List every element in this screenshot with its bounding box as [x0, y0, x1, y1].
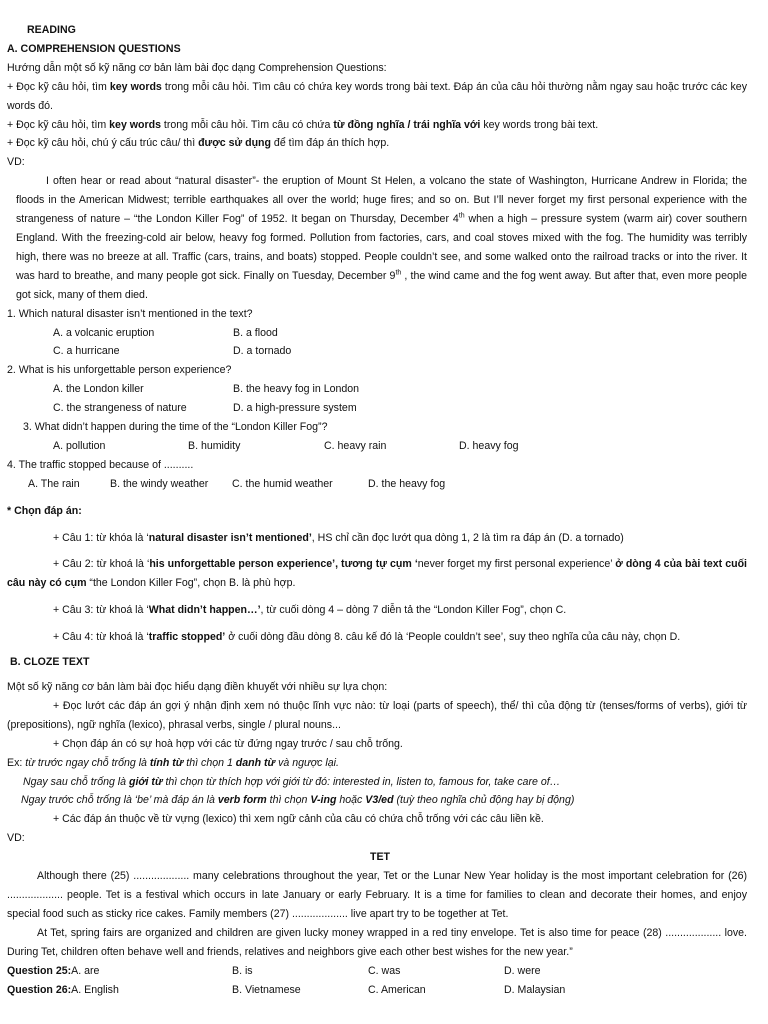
question-2: 2. What is his unforgettable person experience?: [7, 364, 232, 377]
option: C. the humid weather: [232, 477, 333, 490]
question-4: 4. The traffic stopped because of ..........: [7, 458, 194, 471]
reading-heading: READING: [27, 24, 76, 36]
option: B. humidity: [188, 439, 241, 452]
tip-2: + Đọc kỹ câu hỏi, tìm key words trong mỗi câu hỏi. Tìm câu có chứa từ đồng nghĩa / trái nghĩa với key words trong bài text.: [7, 118, 599, 131]
vd-label-b: VD:: [7, 832, 25, 845]
cloze-tip-1: + Đọc lướt các đáp án gợi ý nhận định xem nó thuộc lĩnh vực nào: từ loại (parts of speech), thể/ thì của động từ (tenses/forms of verbs), giới từ (prepositions), ngữ nghĩa (lexico), phrasal verbs, single / plural nouns...: [7, 699, 747, 731]
section-a-title: A. COMPREHENSION QUESTIONS: [7, 42, 181, 55]
option: B. the heavy fog in London: [233, 383, 360, 396]
question-3: 3. What didn’t happen during the time of the “London Killer Fog”?: [23, 421, 328, 434]
option: D. the heavy fog: [368, 477, 446, 490]
tet-paragraph-1: Although there (25) ................... many celebrations throughout the year, Tet or the Lunar New Year holiday is the most important celebration for (26) ................... people. Tet is a festival which occurs in late January or early February. It is a time for families to clean and decorate their homes, and enjoy special food such as sticky rice cakes. Family members (27) ................... live apart try to be together at Tet.: [7, 870, 747, 920]
option: C. the strangeness of nature: [53, 402, 187, 415]
option: D. were: [504, 964, 541, 977]
cloze-tip-3: + Các đáp án thuộc về từ vựng (lexico) thì xem ngữ cảnh của câu có chứa chỗ trống với các câu liền kề.: [53, 813, 544, 826]
question-1: 1. Which natural disaster isn’t mentioned in the text?: [7, 307, 253, 320]
cloze-intro: Một số kỹ năng cơ bản làm bài đọc hiểu dạng điền khuyết với nhiều sự lựa chọn:: [7, 681, 388, 693]
vd-label-a: VD:: [7, 156, 25, 169]
answer-4: + Câu 4: từ khoá là ‘traffic stopped’ ở cuối dòng đầu dòng 8. câu kế đó là ‘People couldn’t see’, suy theo nghĩa của câu này, chọn D.: [53, 631, 681, 644]
cloze-tip-2: + Chọn đáp án có sự hoà hợp với các từ đứng ngay trước / sau chỗ trống.: [53, 737, 403, 750]
q26-option-a: Question 26:A. English: [7, 983, 119, 996]
option: A. the London killer: [53, 383, 144, 396]
answer-title: * Chọn đáp án:: [7, 504, 82, 517]
option: D. a high-pressure system: [233, 402, 357, 415]
option: D. heavy fog: [459, 439, 519, 452]
tip-3: + Đọc kỹ câu hỏi, chú ý cấu trúc câu/ thì được sử dụng để tìm đáp án thích hợp.: [7, 137, 390, 150]
question-4-options: [7, 475, 747, 494]
question-1-options-row1: [7, 324, 747, 343]
answer-1: + Câu 1: từ khóa là ‘natural disaster isn’t mentioned’, HS chỉ cần đọc lướt qua dòng 1, 2 là tìm ra đáp án (D. a tornado): [53, 531, 624, 544]
option: A. The rain: [28, 477, 80, 490]
question-2-options-row2: [7, 399, 747, 418]
guide-intro: Hướng dẫn một số kỹ năng cơ bản làm bài đọc dạng Comprehension Questions:: [7, 61, 387, 74]
question-3-options: [7, 437, 747, 456]
option: D. a tornado: [233, 345, 292, 358]
option: D. Malaysian: [504, 983, 566, 996]
answer-3: + Câu 3: từ khoá là ‘What didn’t happen…’, từ cuối dòng 4 – dòng 7 diễn tả the “London Killer Fog”, chọn C.: [53, 604, 567, 617]
option: B. Vietnamese: [232, 983, 301, 996]
option: C. was: [368, 964, 401, 977]
tet-paragraph-2: At Tet, spring fairs are organized and children are given lucky money wrapped in a red tiny envelope. Tet is also time for peace (28) ................... love. During Tet, children often behave well and friends, relatives and neighbors give each other best wishes for the new year.”: [7, 926, 747, 958]
option: A. pollution: [53, 439, 106, 452]
example-1: Ex: từ trước ngay chỗ trống là tính từ thì chọn 1 danh từ và ngược lại.: [7, 756, 339, 769]
question-2-options-row1: [7, 380, 747, 399]
passage: I often hear or read about “natural disaster”- the eruption of Mount St Helen, a volcano the state of Washington, Hurricane Andrew in Florida; the floods in the American Midwest; terrible earthquakes all over the world; huge fires; and so on. But I’ll never forget my first personal experience with the strangeness of nature – “the London Killer Fog” of 1952. It began on Thursday, December 4th when a high – pressure system (warm air) cover southern England. With the freezing-cold air below, heavy fog formed. Pollution from factories, cars, and coal stoves mixed with the fog. The humidity was terribly high, there was no breeze at all. Traffic (cars, trains, and boats) stopped. People couldn’t see, and some walked onto the railroad tracks or into the river. It was hard to breathe, and many people got sick. Finally on Tuesday, December 9th , the wind came and the fog went away. But after that, even more people got sick, many of them died.: [16, 175, 747, 301]
tet-title: TET: [369, 851, 390, 864]
option: C. American: [368, 983, 426, 996]
question-1-options-row2: [7, 342, 747, 361]
example-3: Ngay trước chỗ trống là ‘be’ mà đáp án là verb form thì chọn V-ing hoặc V3/ed (tuỳ theo nghĩa chủ động hay bị động): [21, 794, 575, 807]
answer-2: + Câu 2: từ khoá là ‘his unforgettable person experience’, tương tự cụm ‘never forget my first personal experience’ ở dòng 4 của bài text cuối câu này có cụm “the London Killer Fog”, chọn B. là phù hợp.: [7, 558, 747, 590]
tip-1: + Đọc kỹ câu hỏi, tìm key words trong mỗi câu hỏi. Tìm câu có chứa key words trong bài text. Đáp án của câu hỏi thường nằm ngay sau hoặc trước các key words đó.: [7, 80, 747, 112]
option: C. heavy rain: [324, 439, 387, 452]
option: B. the windy weather: [110, 477, 209, 490]
document-page: [7, 21, 747, 999]
question-25: [7, 962, 747, 981]
section-b-title: B. CLOZE TEXT: [10, 656, 90, 669]
option: B. is: [232, 964, 253, 977]
option: B. a flood: [233, 326, 278, 339]
option: C. a hurricane: [53, 345, 120, 358]
question-26: [7, 981, 747, 1000]
q25-option-a: Question 25:A. are: [7, 964, 100, 977]
example-2: Ngay sau chỗ trống là giới từ thì chọn từ thích hợp với giới từ đó: interested in, listen to, famous for, take care of…: [23, 775, 561, 788]
option: A. a volcanic eruption: [53, 326, 155, 339]
